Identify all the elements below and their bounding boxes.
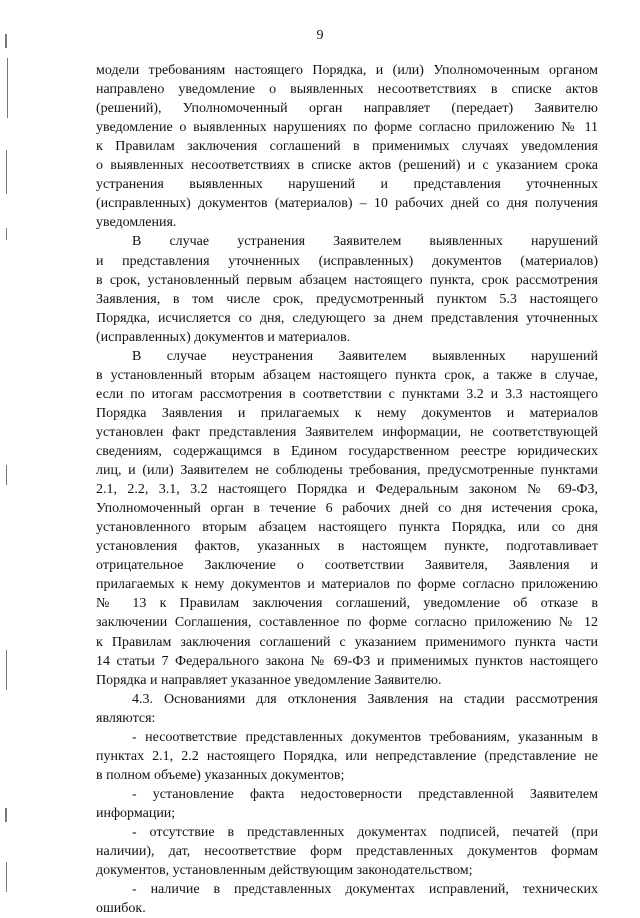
text-line: документов, установленным действующим законодательством;	[96, 863, 473, 878]
text-line: 2.1, 2.2, 3.1, 3.2 настоящего Порядка и Федеральным законом № 69-ФЗ,	[96, 482, 598, 497]
text-line: к Правилам заключения соглашений в применимых случаях уведомления	[96, 139, 598, 154]
text-line: В случае неустранения Заявителем выявленных нарушений	[132, 349, 598, 364]
text-line: лиц, и (или) Заявителем не соблюдены требования, предусмотренные пунктами	[96, 463, 598, 478]
text-line: № 13 к Правилам заключения соглашений, уведомление об отказе в	[96, 596, 598, 611]
text-line: В случае устранения Заявителем выявленных нарушений	[132, 234, 598, 249]
text-line: 14 статьи 7 Федерального закона № 69-ФЗ и применимых пунктов настоящего	[96, 654, 598, 669]
text-line: Порядка Заявления и прилагаемых к нему документов и материалов	[96, 406, 598, 421]
text-line: (исправленных) документов (материалов) – 10 рабочих дней со дня получения	[96, 196, 598, 211]
text-line: являются:	[96, 711, 156, 726]
text-line: - наличие в представленных документах исправлений, технических	[132, 882, 598, 897]
text-line: информации;	[96, 806, 176, 821]
text-line: (решений), Уполномоченный орган направляет (передает) Заявителю	[96, 101, 598, 116]
text-line: (исправленных) документов и материалов.	[96, 330, 351, 345]
text-line: в установленный вторым абзацем настоящего пункта срок, а также в случае,	[96, 368, 598, 383]
text-line: отрицательное Заключение о соответствии Заявителя, Заявления и	[96, 558, 598, 573]
text-line: уведомление о выявленных нарушениях по форме согласно приложению № 11	[96, 120, 598, 135]
text-line: прилагаемых к нему документов и материалов по форме согласно приложению	[96, 577, 598, 592]
text-line: наличии), дат, несоответствие форм представленных документов формам	[96, 844, 598, 859]
text-line: сведениям, содержащимся в Едином государственном реестре юридических	[96, 444, 598, 459]
text-line: если по итогам рассмотрения в соответствии с пунктами 3.2 и 3.3 настоящего	[96, 387, 598, 402]
text-line: Порядка, исчисляется со дня, следующего за днем представления уточненных	[96, 311, 598, 326]
text-line: направлено уведомление о выявленных несоответствиях в списке актов	[96, 82, 598, 97]
text-line: Уполномоченный орган в течение 6 рабочих дней со дня истечения срока,	[96, 501, 598, 516]
text-line: Заявления, в том числе срок, предусмотренный пунктом 5.3 настоящего	[96, 292, 598, 307]
text-line: ошибок.	[96, 901, 146, 916]
text-line: в срок, установленный первым абзацем настоящего пункта, срок рассмотрения	[96, 273, 598, 288]
text-line: о выявленных несоответствиях в списке актов (решений) и с указанием срока	[96, 158, 598, 173]
text-line: установлен факт представления Заявителем информации, не соответствующей	[96, 425, 598, 440]
text-line: - отсутствие в представленных документах подписей, печатей (при	[132, 825, 598, 840]
text-line: и представления уточненных (исправленных) документов (материалов)	[96, 254, 598, 269]
page-number: 9	[316, 28, 324, 43]
text-line: Порядка и направляет указанное уведомление Заявителю.	[96, 673, 442, 688]
text-line: установленного вторым абзацем настоящего пункта Порядка, или со дня	[96, 520, 598, 535]
text-line: заключении Соглашения, составленное по форме согласно приложению № 12	[96, 615, 598, 630]
text-line: установления фактов, указанных в настоящем пункте, подготавливает	[96, 539, 598, 554]
text-line: 4.3. Основаниями для отклонения Заявления на стадии рассмотрения	[132, 692, 598, 707]
text-line: - установление факта недостоверности представленной Заявителем	[132, 787, 598, 802]
text-line: - несоответствие представленных документов требованиям, указанным в	[132, 730, 598, 745]
text-line: к Правилам заключения соглашений с указанием применимого пункта части	[96, 635, 598, 650]
text-line: устранения выявленных нарушений и представления уточненных	[96, 177, 598, 192]
text-line: модели требованиям настоящего Порядка, и (или) Уполномоченным органом	[96, 63, 598, 78]
text-line: в полном объеме) указанных документов;	[96, 768, 345, 783]
text-line: пунктах 2.1, 2.2 настоящего Порядка, или непредставление (представление не	[96, 749, 598, 764]
text-line: уведомления.	[96, 215, 177, 230]
